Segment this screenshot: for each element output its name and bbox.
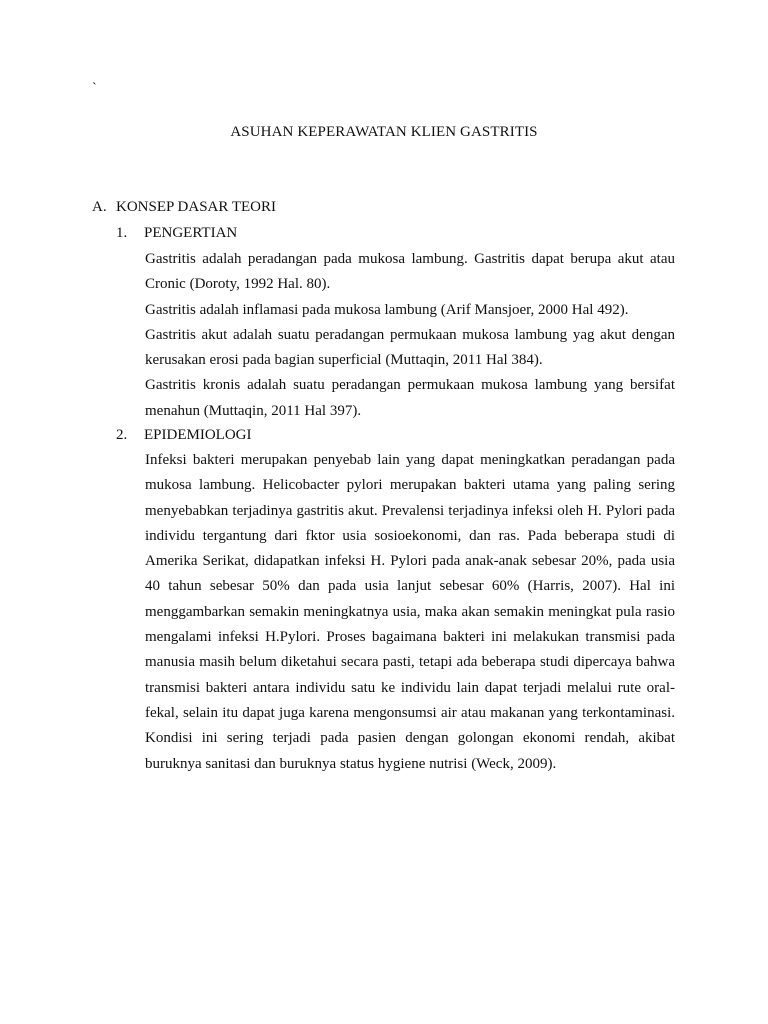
paragraph: Gastritis adalah peradangan pada mukosa lambung. Gastritis dapat berupa akut atau Cronic (Doroty, 1992 Hal. 80). bbox=[145, 251, 675, 293]
paragraph: Gastritis akut adalah suatu peradangan permukaan mukosa lambung yag akut dengan kerusakan erosi pada bagian superficial (Muttaqin, 2011 Hal 384). bbox=[145, 326, 675, 369]
section-heading-text: KONSEP DASAR TEORI bbox=[116, 199, 277, 215]
subsection-heading-text: PENGERTIAN bbox=[144, 225, 238, 241]
subsection-number: 1. bbox=[116, 225, 128, 241]
section-letter: A. bbox=[92, 199, 107, 215]
subsection-heading-epidemiologi bbox=[116, 426, 251, 444]
pengertian-body bbox=[145, 247, 675, 424]
paragraph: Infeksi bakteri merupakan penyebab lain yang dapat meningkatkan peradangan pada mukosa lambung. Helicobacter pylori merupakan bakteri utama yang paling sering menyebabkan terjadinya gastritis akut. Prevalensi terjadinya infeksi oleh H. Pylori pada individu tergantung dari fktor usia sosioekonomi, dan ras. Pada beberapa studi di Amerika Serikat, didapatkan infeksi H. Pylori pada anak-anak sebesar 20%, pada usia 40 tahun sebesar 50% dan pada usia lanjut sebesar 60% (Harris, 2007). Hal ini menggambarkan semakin meningkatnya usia, maka akan semakin meningkat pula rasio mengalami infeksi H.Pylori. Proses bagaimana bakteri ini melakukan transmisi pada manusia masih belum diketahui secara pasti, tetapi ada beberapa studi dipercaya bahwa transmisi bakteri antara individu satu ke individu lain dapat terjadi melalui rute oral-fekal, selain itu dapat juga karena mengonsumsi air atau makanan yang terkontaminasi. Kondisi ini sering terjadi pada pasien dengan golongan ekonomi rendah, akibat buruknya sanitasi dan buruknya status hygiene nutrisi (Weck, 2009). bbox=[145, 452, 675, 772]
epidemiologi-body bbox=[145, 448, 675, 777]
subsection-number: 2. bbox=[116, 427, 128, 443]
stray-mark: ` bbox=[92, 81, 97, 96]
subsection-heading-pengertian bbox=[116, 224, 237, 242]
document-title: ASUHAN KEPERAWATAN KLIEN GASTRITIS bbox=[230, 124, 538, 140]
subsection-heading-text: EPIDEMIOLOGI bbox=[144, 427, 252, 443]
section-heading bbox=[92, 198, 276, 216]
paragraph: Gastritis kronis adalah suatu peradangan permukaan mukosa lambung yang bersifat menahun (Muttaqin, 2011 Hal 397). bbox=[145, 377, 675, 419]
paragraph: Gastritis adalah inflamasi pada mukosa lambung (Arif Mansjoer, 2000 Hal 492). bbox=[145, 301, 629, 318]
